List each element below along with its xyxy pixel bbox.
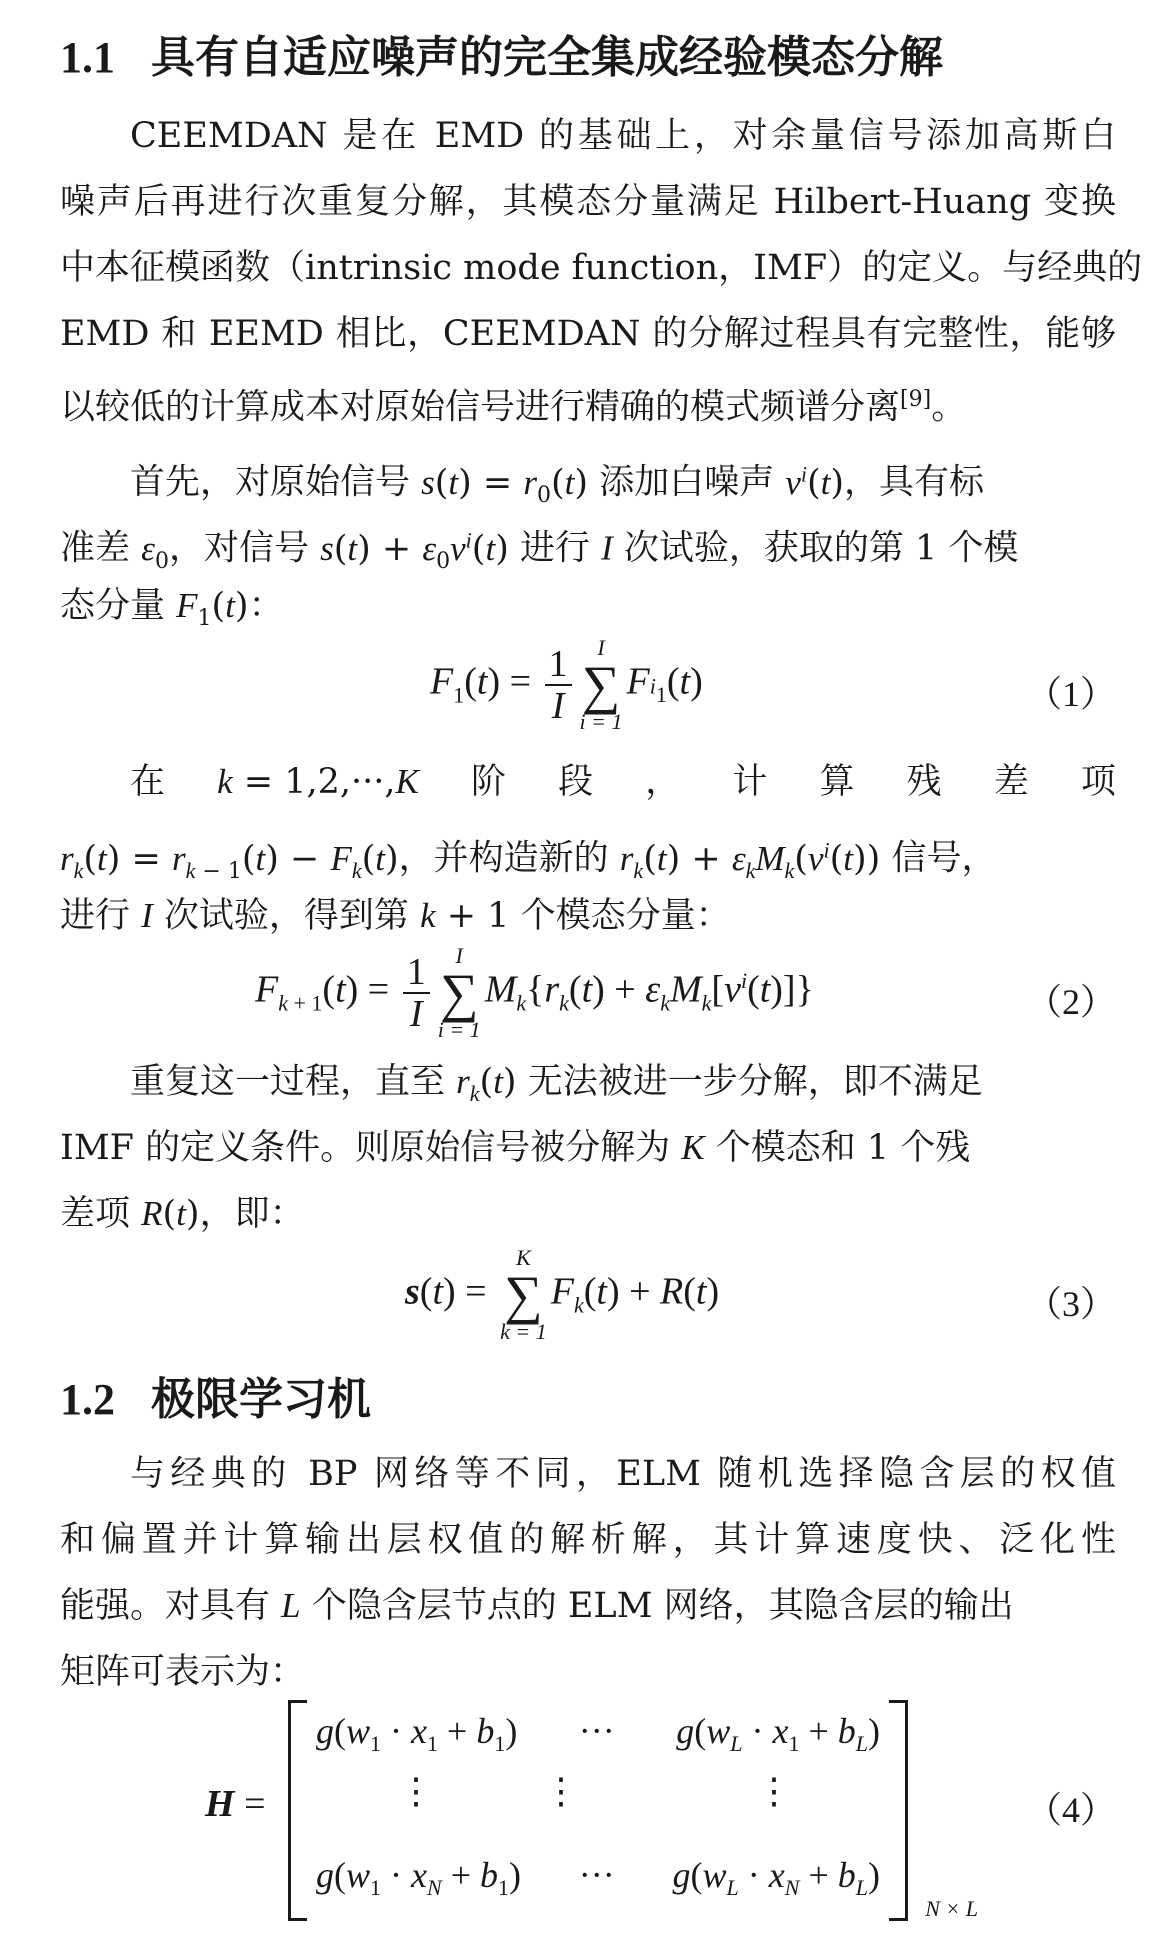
vertical-dots: ⋮ — [756, 1771, 792, 1811]
inline-math: $v^i(t)$ — [785, 461, 845, 503]
text: 残 — [906, 762, 942, 802]
paragraph-line — [60, 582, 1116, 643]
text: 首先，对原始信号 — [130, 462, 422, 503]
equation-number: （1） — [1025, 674, 1116, 714]
paragraph-line — [60, 1124, 1116, 1172]
text: 个模态和 1 个残 — [704, 1128, 971, 1168]
inline-math: k = 1,2,···,K — [217, 762, 419, 802]
text: ，并构造新的 — [398, 838, 620, 879]
text: 差 — [993, 762, 1029, 802]
text: 能强。对具有 — [60, 1586, 282, 1626]
paragraph-line — [130, 1058, 1116, 1118]
text: 算 — [819, 762, 855, 802]
paragraph-line: 噪声后再进行次重复分解，其模态分量满足 Hilbert-Huang 变换 — [60, 182, 1116, 222]
text: IMF 的定义条件。则原始信号被分解为 — [60, 1128, 682, 1168]
paragraph-line — [60, 826, 1116, 896]
vertical-dots: ⋮ — [398, 1771, 434, 1811]
paragraph-line — [130, 758, 1116, 806]
inline-math: R(t) — [141, 1194, 200, 1234]
text: 项 — [1080, 762, 1116, 802]
text: 信号， — [880, 838, 997, 879]
equation-2: $F_{k + 1}(t)$ = $\frac{1}{I}$ I ∑ i = 1 $M_k\{r_k(t) + \varepsilon_kM_k[v^i(t)]\}$ — [255, 943, 814, 1042]
paragraph-line — [60, 1582, 1116, 1630]
paragraph-line — [130, 450, 1116, 520]
equation-number: （4） — [1025, 1790, 1116, 1830]
text: ，具有标 — [844, 462, 985, 503]
inline-math: k + 1 — [420, 896, 510, 936]
vertical-dots: ⋮ — [543, 1771, 579, 1811]
text: 无法被进一步分解，即不满足 — [516, 1062, 983, 1102]
inline-math: I — [141, 896, 153, 935]
inline-math: I — [601, 528, 613, 568]
text: 个模态分量： — [509, 896, 731, 936]
text: 次试验，得到第 — [152, 896, 421, 936]
inline-math: $\varepsilon_0$ — [141, 528, 169, 574]
text: 重复这一过程，直至 — [130, 1062, 457, 1102]
equation-number: （3） — [1025, 1284, 1116, 1324]
section-title: 极限学习机 — [151, 1374, 371, 1425]
paragraph-line — [60, 892, 1116, 940]
inline-math: $r_k(t) = r_{k - 1}(t) - F_k(t)$ — [60, 838, 399, 884]
text: 次试验，获取的第 1 个模 — [612, 528, 1019, 569]
paragraph-line: EMD 和 EEMD 相比，CEEMDAN 的分解过程具有完整性，能够 — [60, 314, 1116, 354]
paragraph-line: 与经典的 BP 网络等不同，ELM 随机选择隐含层的权值 — [130, 1454, 1116, 1494]
inline-math: $s(t) = r_0(t)$ — [421, 462, 589, 508]
inline-math: L — [281, 1586, 301, 1625]
text: 差项 — [60, 1194, 142, 1234]
text: 在 — [130, 762, 166, 802]
paragraph-line: 矩阵可表示为： — [60, 1652, 306, 1692]
matrix-row: $g(w_1 \cdot x_1 + b_1)$ ··· $g(w_L \cdot x_1 + b_L)$ — [316, 1711, 880, 1757]
paragraph-line — [60, 1190, 1116, 1238]
right-bracket — [889, 1700, 908, 1921]
text: ，即： — [199, 1194, 305, 1234]
inline-math: $s(t) + \varepsilon_0v^i(t)$ — [320, 527, 509, 574]
section-title: 具有自适应噪声的完全集成经验模态分解 — [151, 32, 943, 83]
text: 个隐含层节点的 ELM 网络，其隐含层的输出 — [300, 1586, 1014, 1626]
paragraph-line — [60, 376, 1116, 432]
section-number: 1.1 — [60, 33, 115, 82]
text: ，对信号 — [168, 528, 321, 569]
section-number: 1.2 — [60, 1375, 115, 1424]
text: 段 — [558, 762, 594, 802]
left-bracket — [288, 1700, 307, 1921]
text: 阶 — [471, 762, 507, 802]
inline-math: $F_1(t)$ — [176, 586, 249, 631]
paragraph-line — [60, 516, 1116, 586]
text: 计 — [732, 762, 768, 802]
matrix-dimension: N × L — [925, 1896, 978, 1921]
text: 进行 — [508, 528, 602, 569]
equation-1: $F_1(t)$ = $\frac{1}{I}$ I ∑ i = 1 $F_{^i1}(t)$ — [430, 635, 703, 734]
citation-ref[interactable]: [9] — [900, 387, 932, 412]
paragraph-line: 和偏置并计算输出层权值的解析解，其计算速度快、泛化性 — [60, 1520, 1116, 1560]
paragraph-text: 以较低的计算成本对原始信号进行精确的模式频谱分离 — [60, 387, 901, 428]
section-heading-1-2 — [60, 1372, 371, 1428]
equation-number: （2） — [1025, 982, 1116, 1022]
text: 进行 — [60, 896, 142, 936]
text: ： — [248, 586, 284, 626]
inline-math: $r_k(t) + \varepsilon_kM_k(v^i(t))$ — [619, 837, 881, 883]
paragraph-line: 中本征模函数（intrinsic mode function，IMF）的定义。与经典的 — [60, 248, 1143, 288]
matrix-row: $g(w_1 \cdot x_N + b_1)$ ··· $g(w_L \cdot x_N + b_L)$ — [316, 1855, 880, 1901]
equation-4-lhs: H = — [205, 1783, 266, 1825]
inline-math: K — [681, 1128, 705, 1167]
equation-4-matrix — [288, 1700, 978, 1921]
paragraph-line: CEEMDAN 是在 EMD 的基础上，对余量信号添加高斯白 — [130, 116, 1116, 156]
paragraph-text: 。 — [931, 387, 967, 428]
section-heading-1-1 — [60, 30, 943, 86]
equation-3: s(t) = K ∑ k = 1 $F_k(t) + R(t)$ — [405, 1245, 720, 1344]
text: 态分量 — [60, 586, 177, 626]
text: 添加白噪声 — [588, 462, 786, 503]
text: ， — [645, 762, 681, 802]
inline-math: $r_k(t)$ — [456, 1062, 517, 1106]
text: 准差 — [60, 528, 142, 569]
